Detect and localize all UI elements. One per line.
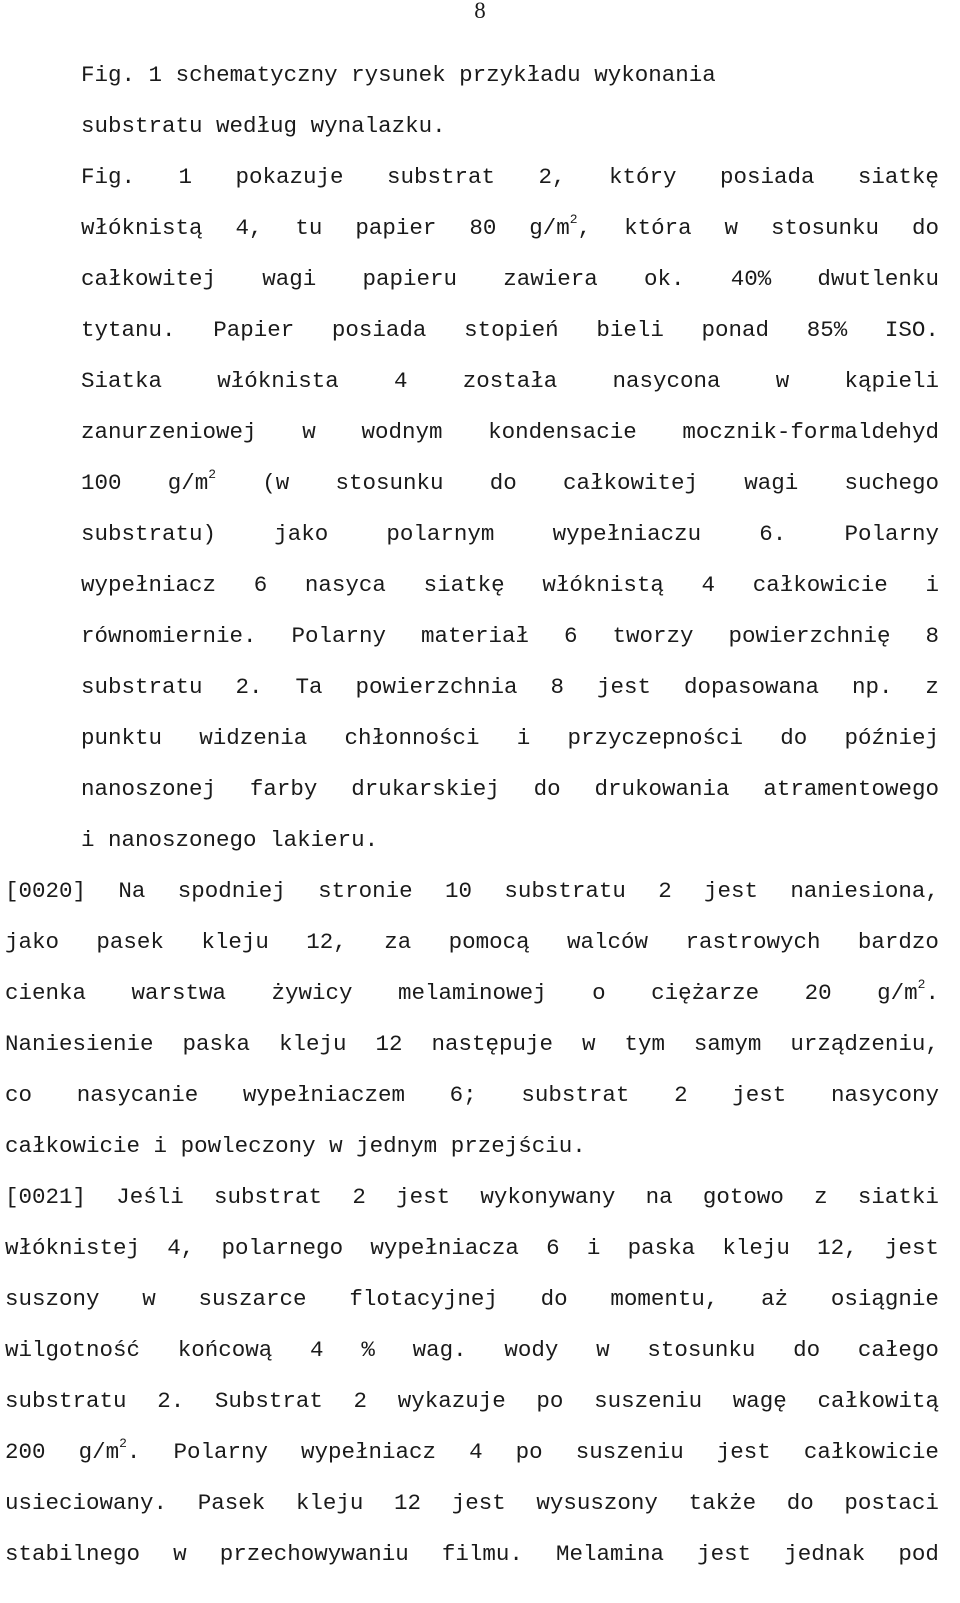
text-line: wypełniacz 6 nasyca siatkę włóknistą 4 całkowicie i (81, 572, 939, 598)
text-line: Fig. 1 pokazuje substrat 2, który posiada siatkę (81, 164, 939, 190)
text-line: zanurzeniowej w wodnym kondensacie mocznik-formaldehyd (81, 419, 939, 445)
text-line: substratu) jako polarnym wypełniaczu 6. Polarny (81, 521, 939, 547)
text-line: stabilnego w przechowywaniu filmu. Melamina jest jednak pod (5, 1541, 939, 1567)
text-line: [0021] Jeśli substrat 2 jest wykonywany na gotowo z siatki (5, 1184, 939, 1210)
text-line: 100 $g/m^2$ (w stosunku do całkowitej wagi suchego (81, 466, 939, 496)
text-line: substratu według wynalazku. (81, 113, 446, 139)
text-line: i nanoszonego lakieru. (81, 827, 379, 853)
text-line: jako pasek kleju 12, za pomocą walców rastrowych bardzo (5, 929, 939, 955)
text-line: substratu 2. Ta powierzchnia 8 jest dopasowana np. z (81, 674, 939, 700)
text-line: tytanu. Papier posiada stopień bieli ponad 85% ISO. (81, 317, 939, 343)
text-line: Siatka włóknista 4 została nasycona w kąpieli (81, 368, 939, 394)
text-line: Naniesienie paska kleju 12 następuje w tym samym urządzeniu, (5, 1031, 939, 1057)
text-line: równomiernie. Polarny materiał 6 tworzy powierzchnię 8 (81, 623, 939, 649)
text-line: włóknistej 4, polarnego wypełniacza 6 i paska kleju 12, jest (5, 1235, 939, 1261)
text-line: co nasycanie wypełniaczem 6; substrat 2 jest nasycony (5, 1082, 939, 1108)
text-line: 200 $g/m^2$. Polarny wypełniacz 4 po suszeniu jest całkowicie (5, 1435, 939, 1465)
text-line: całkowicie i powleczony w jednym przejściu. (5, 1133, 586, 1159)
text-line: cienka warstwa żywicy melaminowej o ciężarze 20 $g/m^2$. (5, 976, 939, 1006)
text-line: [0020] Na spodniej stronie 10 substratu 2 jest naniesiona, (5, 878, 939, 904)
text-line: Fig. 1 schematyczny rysunek przykładu wykonania (81, 62, 716, 88)
text-line: nanoszonej farby drukarskiej do drukowania atramentowego (81, 776, 939, 802)
text-line: wilgotność końcową 4 % wag. wody w stosunku do całego (5, 1337, 939, 1363)
text-line: substratu 2. Substrat 2 wykazuje po suszeniu wagę całkowitą (5, 1388, 939, 1414)
text-line: całkowitej wagi papieru zawiera ok. 40% dwutlenku (81, 266, 939, 292)
page-number: 8 (474, 0, 486, 23)
text-line: włóknistą 4, tu papier 80 $g/m^2$, która w stosunku do (81, 211, 939, 241)
text-line: punktu widzenia chłonności i przyczepności do później (81, 725, 939, 751)
text-line: suszony w suszarce flotacyjnej do momentu, aż osiągnie (5, 1286, 939, 1312)
text-line: usieciowany. Pasek kleju 12 jest wysuszony także do postaci (5, 1490, 939, 1516)
